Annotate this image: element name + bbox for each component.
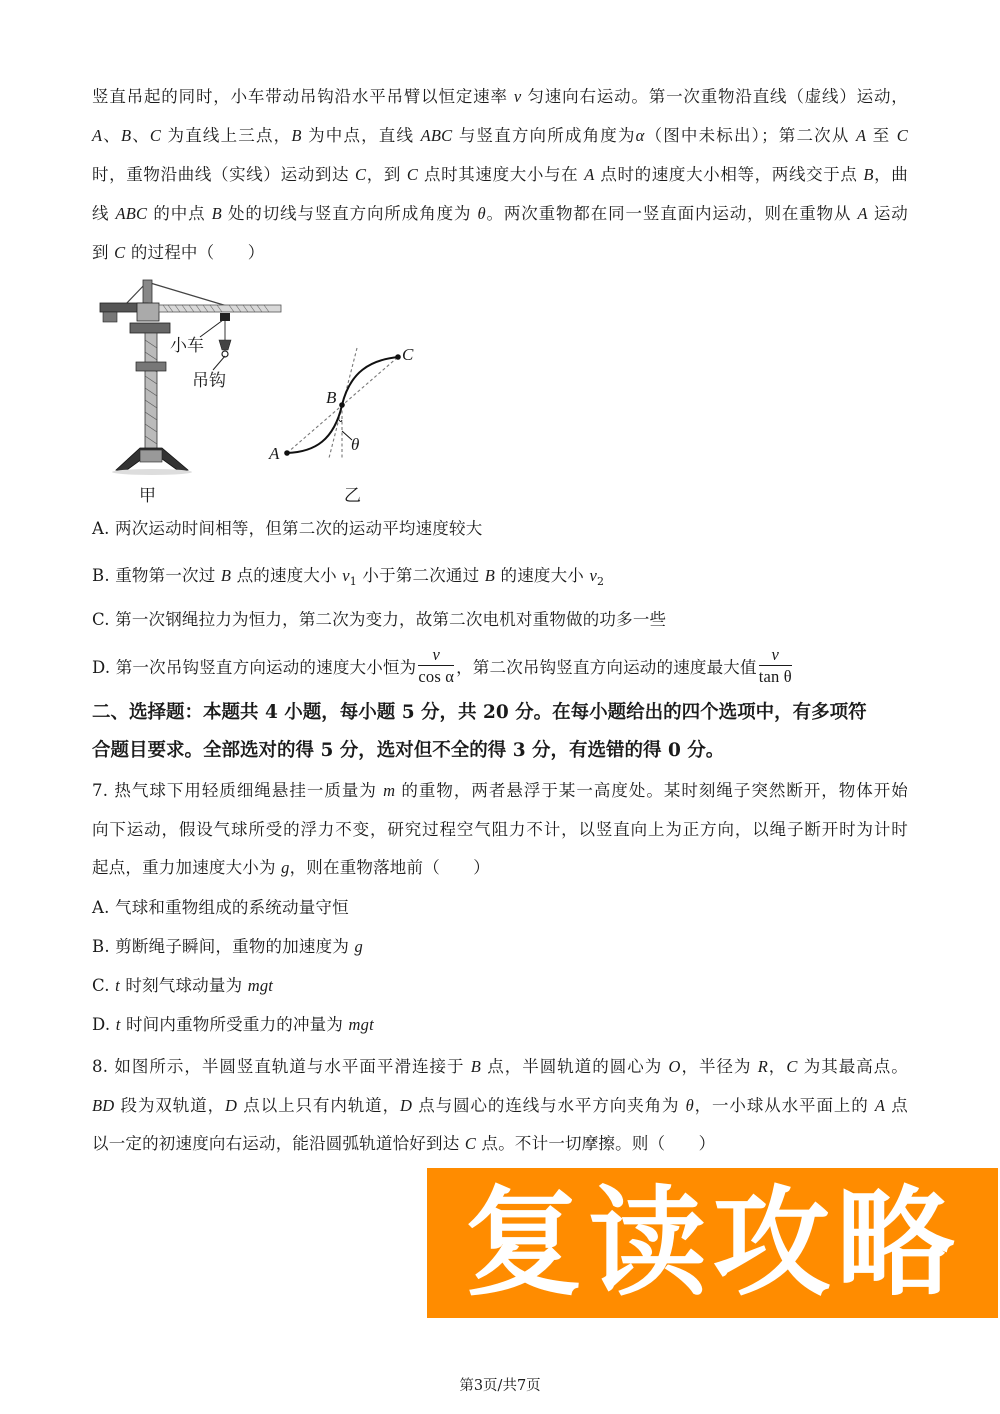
q6-stem-line-1 xyxy=(92,86,908,108)
var: B xyxy=(211,204,222,223)
text: 为直线上三点， xyxy=(161,126,292,145)
var: A xyxy=(855,126,867,145)
var: A xyxy=(584,165,595,184)
text: ，则在重物落地前（ ） xyxy=(289,858,491,877)
text: ，一小球从水平面上的 xyxy=(693,1096,875,1115)
text: 点与圆心的连线与水平方向夹角为 xyxy=(412,1096,686,1115)
text: 的中点 xyxy=(147,204,212,223)
page-indicator: 第3页/共7页 xyxy=(459,1378,541,1394)
q6-option-d[interactable] xyxy=(92,645,794,691)
text: 点。不计一切摩擦。则（ ） xyxy=(476,1134,716,1153)
numerator: v xyxy=(418,645,454,666)
var-theta: θ xyxy=(685,1096,694,1115)
var: B xyxy=(470,1057,481,1076)
text: 、 xyxy=(131,126,150,145)
var: B xyxy=(220,566,232,585)
q8-stem-line-1 xyxy=(92,1056,908,1078)
text: 为其最高点。 xyxy=(797,1057,908,1076)
text: 运动 xyxy=(867,204,908,223)
text: ，到 xyxy=(366,165,407,184)
q8-stem-line-2 xyxy=(92,1095,908,1117)
var: R xyxy=(757,1057,768,1076)
watermark-banner xyxy=(427,1168,998,1318)
text: ，曲 xyxy=(873,165,908,184)
q6-stem-line-2 xyxy=(92,125,908,147)
text: 起点，重力加速度大小为 xyxy=(92,858,282,877)
watermark-text: 复读攻略 xyxy=(464,1174,961,1312)
var: C xyxy=(149,126,162,145)
q7-option-b[interactable] xyxy=(92,936,363,958)
q7-stem-line-3 xyxy=(92,857,490,879)
var: B xyxy=(120,126,132,145)
text: C. xyxy=(92,976,116,995)
text: （图中未标出）；第二次从 xyxy=(644,126,856,145)
var: C xyxy=(896,126,908,145)
text: 点 xyxy=(885,1096,908,1115)
hook-label: 吊钩 xyxy=(192,371,226,391)
section2-header-line1: 二、选择题：本题共 4 小题，每小题 5 分，共 20 分。在每小题给出的四个选项中，有多项符 xyxy=(92,702,867,723)
q6-figure xyxy=(88,275,428,505)
subscript: 1 xyxy=(349,575,357,588)
q6-stem-line-3 xyxy=(92,164,908,186)
var: A xyxy=(874,1096,886,1115)
theta-label: θ xyxy=(351,435,360,454)
var: B xyxy=(291,126,302,145)
q7-option-d[interactable] xyxy=(92,1014,374,1036)
var: ABC xyxy=(115,204,148,223)
text: B. 剪断绳子瞬间，重物的加速度为 xyxy=(92,937,355,956)
text: 点的速度大小 xyxy=(231,566,343,585)
text: 点以上只有内轨道， xyxy=(237,1096,400,1115)
var-g: g xyxy=(281,858,290,877)
denominator: cos α xyxy=(418,667,455,686)
text: 以一定的初速度向右运动，能沿圆弧轨道恰好到达 xyxy=(92,1134,465,1153)
text: 匀速向右运动。第一次重物沿直线（虚线）运动， xyxy=(521,87,908,106)
q6-option-b[interactable] xyxy=(92,565,604,593)
fraction-v-over-cos-alpha xyxy=(418,645,454,688)
text: ，半径为 xyxy=(680,1057,758,1076)
var-t: t xyxy=(115,1015,121,1034)
text: 点时其速度大小与在 xyxy=(418,165,585,184)
var-v2: v xyxy=(589,566,597,585)
figure-jia-caption: 甲 xyxy=(139,486,156,506)
var: C xyxy=(786,1057,798,1076)
var-m: m xyxy=(383,781,396,800)
text: 时间内重物所受重力的冲量为 xyxy=(120,1015,349,1034)
text: 8. 如图所示，半圆竖直轨道与水平面平滑连接于 xyxy=(92,1057,471,1076)
text: 时，重物沿曲线（实线）运动到达 xyxy=(92,165,356,184)
text: 段为双轨道， xyxy=(114,1096,226,1115)
var: C xyxy=(464,1134,477,1153)
var: C xyxy=(406,165,419,184)
var: B xyxy=(863,165,874,184)
text: 为中点，直线 xyxy=(301,126,421,145)
var-v1: v xyxy=(342,566,350,585)
subscript: 2 xyxy=(596,575,605,588)
q6-option-c[interactable]: C. 第一次钢绳拉力为恒力，第二次为变力，故第二次电机对重物做的功多一些 xyxy=(92,610,667,629)
var: BD xyxy=(92,1096,115,1115)
text: 、 xyxy=(102,126,121,145)
q6-stem-line-5 xyxy=(92,242,264,264)
text: D. xyxy=(92,1015,116,1034)
text: 处的切线与竖直方向所成角度为 xyxy=(221,204,478,223)
var: D xyxy=(400,1096,413,1115)
var-alpha: α xyxy=(635,126,645,145)
text: 时刻气球动量为 xyxy=(119,976,248,995)
q7-option-a[interactable]: A. 气球和重物组成的系统动量守恒 xyxy=(92,898,349,917)
var-mgt: mgt xyxy=(247,976,274,995)
var-mgt: mgt xyxy=(348,1015,374,1034)
text: 的重物，两者悬浮于某一高度处。某时刻绳子突然断开，物体开始 xyxy=(395,781,908,800)
crane-diagram-icon xyxy=(88,275,428,505)
section2-header-line2: 合题目要求。全部选对的得 5 分，选对但不全的得 3 分，有选错的得 0 分。 xyxy=(92,740,725,761)
trolley-label: 小车 xyxy=(170,336,204,356)
var: D xyxy=(225,1096,238,1115)
point-b-label: B xyxy=(326,388,337,407)
point-a-label: A xyxy=(269,444,280,463)
figure-yi-caption: 乙 xyxy=(344,486,361,506)
text: B. 重物第一次过 xyxy=(92,566,221,585)
var: B xyxy=(484,566,496,585)
fraction-v-over-tan-theta xyxy=(759,645,792,688)
q6-option-a[interactable]: A. 两次运动时间相等，但第二次的运动平均速度较大 xyxy=(92,519,483,538)
text: 线 xyxy=(92,204,116,223)
text: 7. 热气球下用轻质细绳悬挂一质量为 xyxy=(92,781,384,800)
var: O xyxy=(668,1057,681,1076)
point-c-label: C xyxy=(402,345,414,364)
numerator: v xyxy=(759,645,792,666)
var: C xyxy=(114,243,126,262)
text: ， xyxy=(768,1057,787,1076)
denominator: tan θ xyxy=(758,667,792,686)
q7-stem-line-1 xyxy=(92,780,908,802)
var: A xyxy=(92,126,103,145)
text: D. 第一次吊钩竖直方向运动的速度大小恒为 xyxy=(92,658,417,677)
text: 小于第二次通过 xyxy=(356,566,485,585)
var-t: t xyxy=(115,976,120,995)
text: ，第二次吊钩竖直方向运动的速度最大值 xyxy=(456,658,757,677)
q7-stem-line-2: 向下运动，假设气球所受的浮力不变，研究过程空气阻力不计，以竖直向上为正方向，以绳子断开时为计时 xyxy=(92,820,908,839)
text: 点时的速度大小相等，两线交于点 xyxy=(594,165,864,184)
var-g: g xyxy=(354,937,363,956)
var-theta: θ xyxy=(477,204,486,223)
text: 的速度大小 xyxy=(495,566,590,585)
text: 至 xyxy=(866,126,897,145)
text: 到 xyxy=(92,243,115,262)
var: C xyxy=(355,165,367,184)
text: 点，半圆轨道的圆心为 xyxy=(480,1057,669,1076)
var: ABC xyxy=(420,126,453,145)
q8-stem-line-3 xyxy=(92,1133,715,1155)
var: A xyxy=(857,204,868,223)
q7-option-c[interactable] xyxy=(92,975,273,997)
text: 。两次重物都在同一竖直面内运动，则在重物从 xyxy=(485,204,858,223)
q6-stem-line-4 xyxy=(92,203,908,225)
var-v: v xyxy=(513,87,522,106)
text: 与竖直方向所成角度为 xyxy=(452,126,636,145)
text: 竖直吊起的同时，小车带动吊钩沿水平吊臂以恒定速率 xyxy=(92,87,514,106)
text: 的过程中（ ） xyxy=(125,243,265,262)
